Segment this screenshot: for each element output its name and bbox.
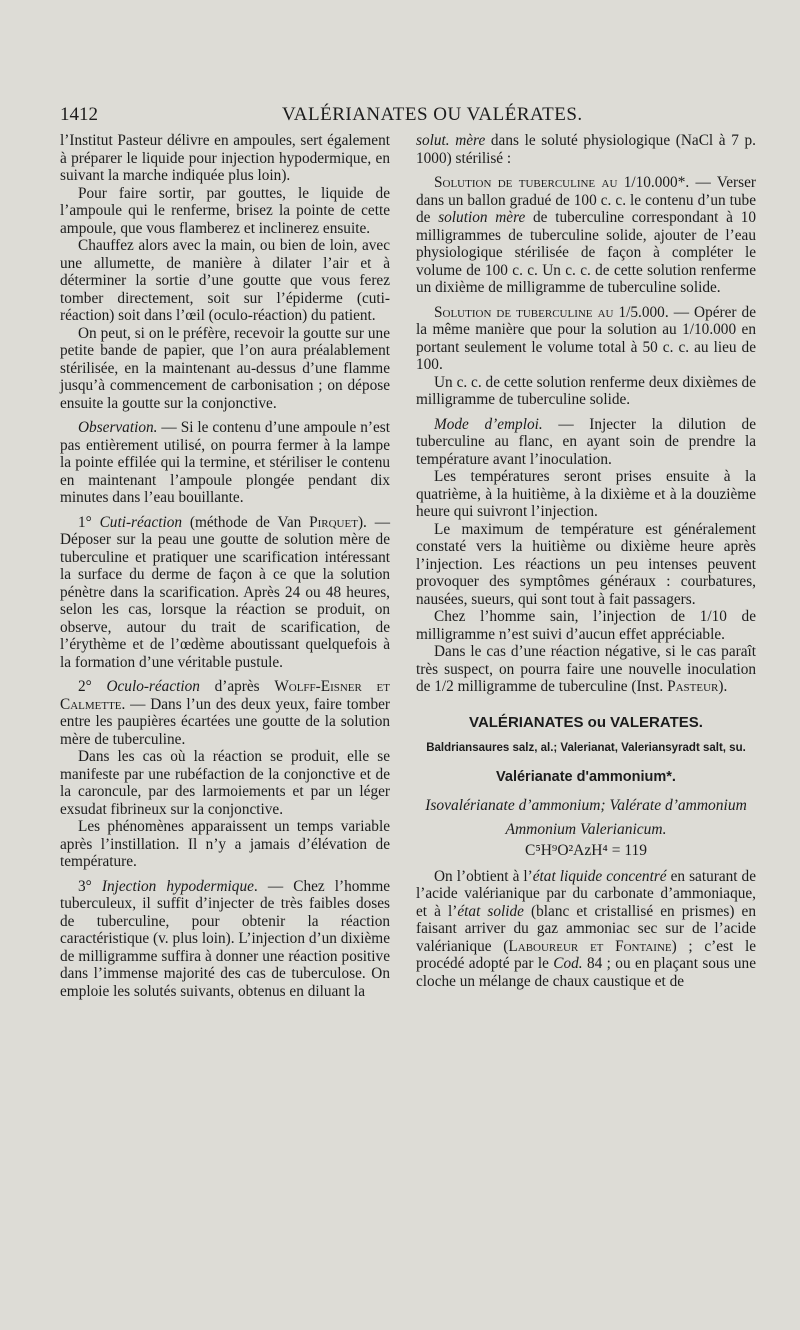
observation-paragraph [60, 419, 390, 507]
author-names: Wolff-Eisner et Calmette [60, 678, 390, 713]
section-number: 2° [78, 678, 107, 695]
paragraph: Dans les cas où la réaction se produit, elle se manifeste par une rubéfaction de la conjonctive et de la caroncule, par des larmoiements et par un léger exsudat fibrineux sur la conjonctive. [60, 748, 390, 818]
paragraph: Pour faire sortir, par gouttes, le liquide de l’ampoule qui le renferme, brisez la pointe de cette ampoule, que vous flamberez et inclinerez ensuite. [60, 184, 390, 237]
solution-2-label: Solution de tuberculine au 1/5.000. [434, 303, 669, 321]
cuti-reaction-label: Cuti-réaction [99, 513, 183, 531]
text-fragment: ). — Déposer sur la peau une goutte de solution mère de tuberculine et pratiquer une scarification intéressant la surface du derme de façon à ce que la solution pénètre dans la scarification. Après 24 ou 48 heures, selon les cas, lorsque la réaction se produit, on observe, autour du trait de scarification, de l’érythème et de l’œdème aboutissant quelquefois à la formation d’une véritable pustule. [60, 513, 391, 671]
section-synonyms: Baldriansaures salz, al.; Valerianat, Valeriansyradt salt, su. [426, 742, 746, 754]
observation-label: Observation. [78, 419, 158, 436]
paragraph: Chez l’homme sain, l’injection de 1/10 de milligramme n’est suivi d’aucun effet appréciable. [416, 608, 756, 643]
mode-emploi-label: Mode d’emploi. [434, 415, 543, 433]
entry-title: Valérianate d'ammonium*. [496, 769, 676, 785]
text-fragment: — Opérer de la même manière que pour la solution au 1/10.000 en portant seulement le volume total à 50 c. c. au lieu de 100. [416, 303, 756, 373]
text-fragment: ) ; c’est le procédé adopté par le [416, 937, 757, 972]
injection-paragraph [60, 878, 390, 1001]
text-fragment: — Injecter la dilution de tuberculine au flanc, en ayant soin de prendre la température avant l’inoculation. [416, 415, 756, 468]
paragraph: Le maximum de température est généralement constaté vers la huitième ou dixième heure après l’injection. Les réactions un peu intenses peuvent provoquer des symptômes généraux : courbatures, nausées, sueurs, qui sont tout à fait passagers. [416, 520, 756, 608]
entry-latin-name: Ammonium Valerianicum. [505, 820, 667, 838]
solution-1-label: Solution de tuberculine au 1/10.000*. [434, 174, 690, 191]
solution-2-paragraph [416, 304, 756, 374]
chemical-formula: C⁵H⁹O²AzH⁴ = 119 [524, 842, 648, 859]
right-column [416, 132, 756, 990]
text-fragment: — Verser dans un ballon gradué de 100 c. c. le contenu d’un tube de [416, 174, 756, 226]
oculo-reaction-paragraph [60, 678, 390, 748]
injection-label: Injection hypodermique [101, 877, 254, 895]
oculo-reaction-label: Oculo-réaction [106, 678, 200, 695]
italic-term: solut. mère [416, 132, 486, 149]
paragraph: l’Institut Pasteur délivre en ampoules, sert également à préparer le liquide pour injection hypodermique, en suivant la marche indiquée plus loin). [60, 132, 390, 184]
text-fragment: . — Chez l’homme tuberculeux, il suffit d’injecter de très faibles doses de tuberculine, pour obtenir la réaction caractéristique (v. plus loin). L’injection d’un dixième de milligramme suffira à donner une réaction positive dans l’immense majorité des cas de tuberculose. On emploie les solutés suivants, obtenus en diluant la [60, 877, 391, 1000]
italic-term: état solide [457, 902, 524, 920]
paragraph: Un c. c. de cette solution renferme deux dixièmes de milligramme de tuberculine solide. [416, 373, 756, 408]
text-fragment: . — Dans l’un des deux yeux, faire tomber entre les paupières écartées une goutte de la solution mère de tuberculine. [60, 695, 390, 748]
observation-text: — Si le contenu d’une ampoule n’est pas entièrement utilisé, on pourra fermer à la lampe la pointe effilée qui la termine, et stériliser le contenu en maintenant l’ampoule plongée pendant dix minutes dans l’eau bouillante. [60, 419, 390, 506]
running-title: VALÉRIANATES OU VALÉRATES. [282, 104, 583, 125]
text-fragment: On l’obtient à l’ [434, 867, 533, 885]
text-fragment: Dans le cas d’une réaction négative, si le cas paraît très suspect, on pourra faire une nouvelle inoculation de 1/2 milligramme de tuberculine (Inst. [416, 643, 756, 695]
solution-1-paragraph [416, 174, 756, 297]
text-fragment: de tuberculine correspondant à 10 milligrammes de tuberculine solide, ajouter de l’eau physiologique stérilisée de façon à compléter le volume de 100 c. c. Un c. c. de cette solution renferme un dixième de milligramme de tuberculine solide. [416, 209, 756, 296]
section-title: VALÉRIANATES ou VALERATES. [469, 713, 703, 731]
text-fragment: (blanc et cristallisé en prismes) en faisant arriver du gaz ammoniac sec sur de l’acide valérianique ( [416, 902, 756, 955]
negative-reaction-paragraph [416, 643, 756, 696]
text-fragment: en saturant de l’acide valérianique par du carbonate d’ammoniaque, et à l’ [416, 867, 756, 920]
author-name: Pirquet [309, 513, 358, 531]
paragraph: Chauffez alors avec la main, ou bien de loin, avec une allumette, de manière à dilater l’air et à déterminer la sortie d’une goutte que vous ferez tomber directement, soit sur l’épiderme (cuti-réaction) soit dans l’œil (oculo-réaction) du patient. [60, 237, 390, 324]
text-fragment: (méthode de Van [182, 513, 310, 531]
paragraph: Les températures seront prises ensuite à la quatrième, à la huitième, à la dixième et à la douzième heure qui suivront l’injection. [416, 468, 756, 520]
mode-emploi-paragraph [416, 416, 756, 469]
entry-synonyms: Isovalérianate d’ammonium; Valérate d’ammonium [425, 796, 747, 814]
section-number: 1° [78, 513, 100, 531]
author-names: Laboureur et Fontaine [508, 937, 672, 955]
author-name: Pasteur [667, 678, 719, 695]
italic-term: solution mère [438, 209, 526, 226]
running-head [60, 104, 760, 128]
paragraph: Les phénomènes apparaissent un temps variable après l’instillation. Il n’y a jamais d’élévation de température. [60, 818, 390, 870]
paragraph: On peut, si on le préfère, recevoir la goutte sur une petite bande de papier, que l’on aura préalablement stérilisée, en la maintenant au-dessus d’une flamme jusqu’à commencement de carbonisation ; on dépose ensuite la goutte sur la conjonctive. [60, 324, 390, 412]
text-fragment: d’après [199, 678, 275, 695]
text-fragment: dans le soluté physiologique (NaCl à 7 p. 1000) stérilisé : [416, 132, 756, 167]
italic-term: état liquide concentré [532, 867, 667, 885]
text-fragment: 84 ; ou en plaçant sous une cloche un mélange de chaux caustique et de [416, 955, 756, 990]
text-fragment: ). [718, 678, 728, 695]
left-column [60, 132, 390, 1000]
continuation-paragraph [416, 132, 756, 167]
section-number: 3° [78, 877, 102, 895]
italic-term: Cod. [553, 955, 583, 972]
preparation-paragraph [416, 868, 756, 991]
cuti-reaction-paragraph [60, 514, 390, 672]
page-number: 1412 [60, 104, 98, 125]
